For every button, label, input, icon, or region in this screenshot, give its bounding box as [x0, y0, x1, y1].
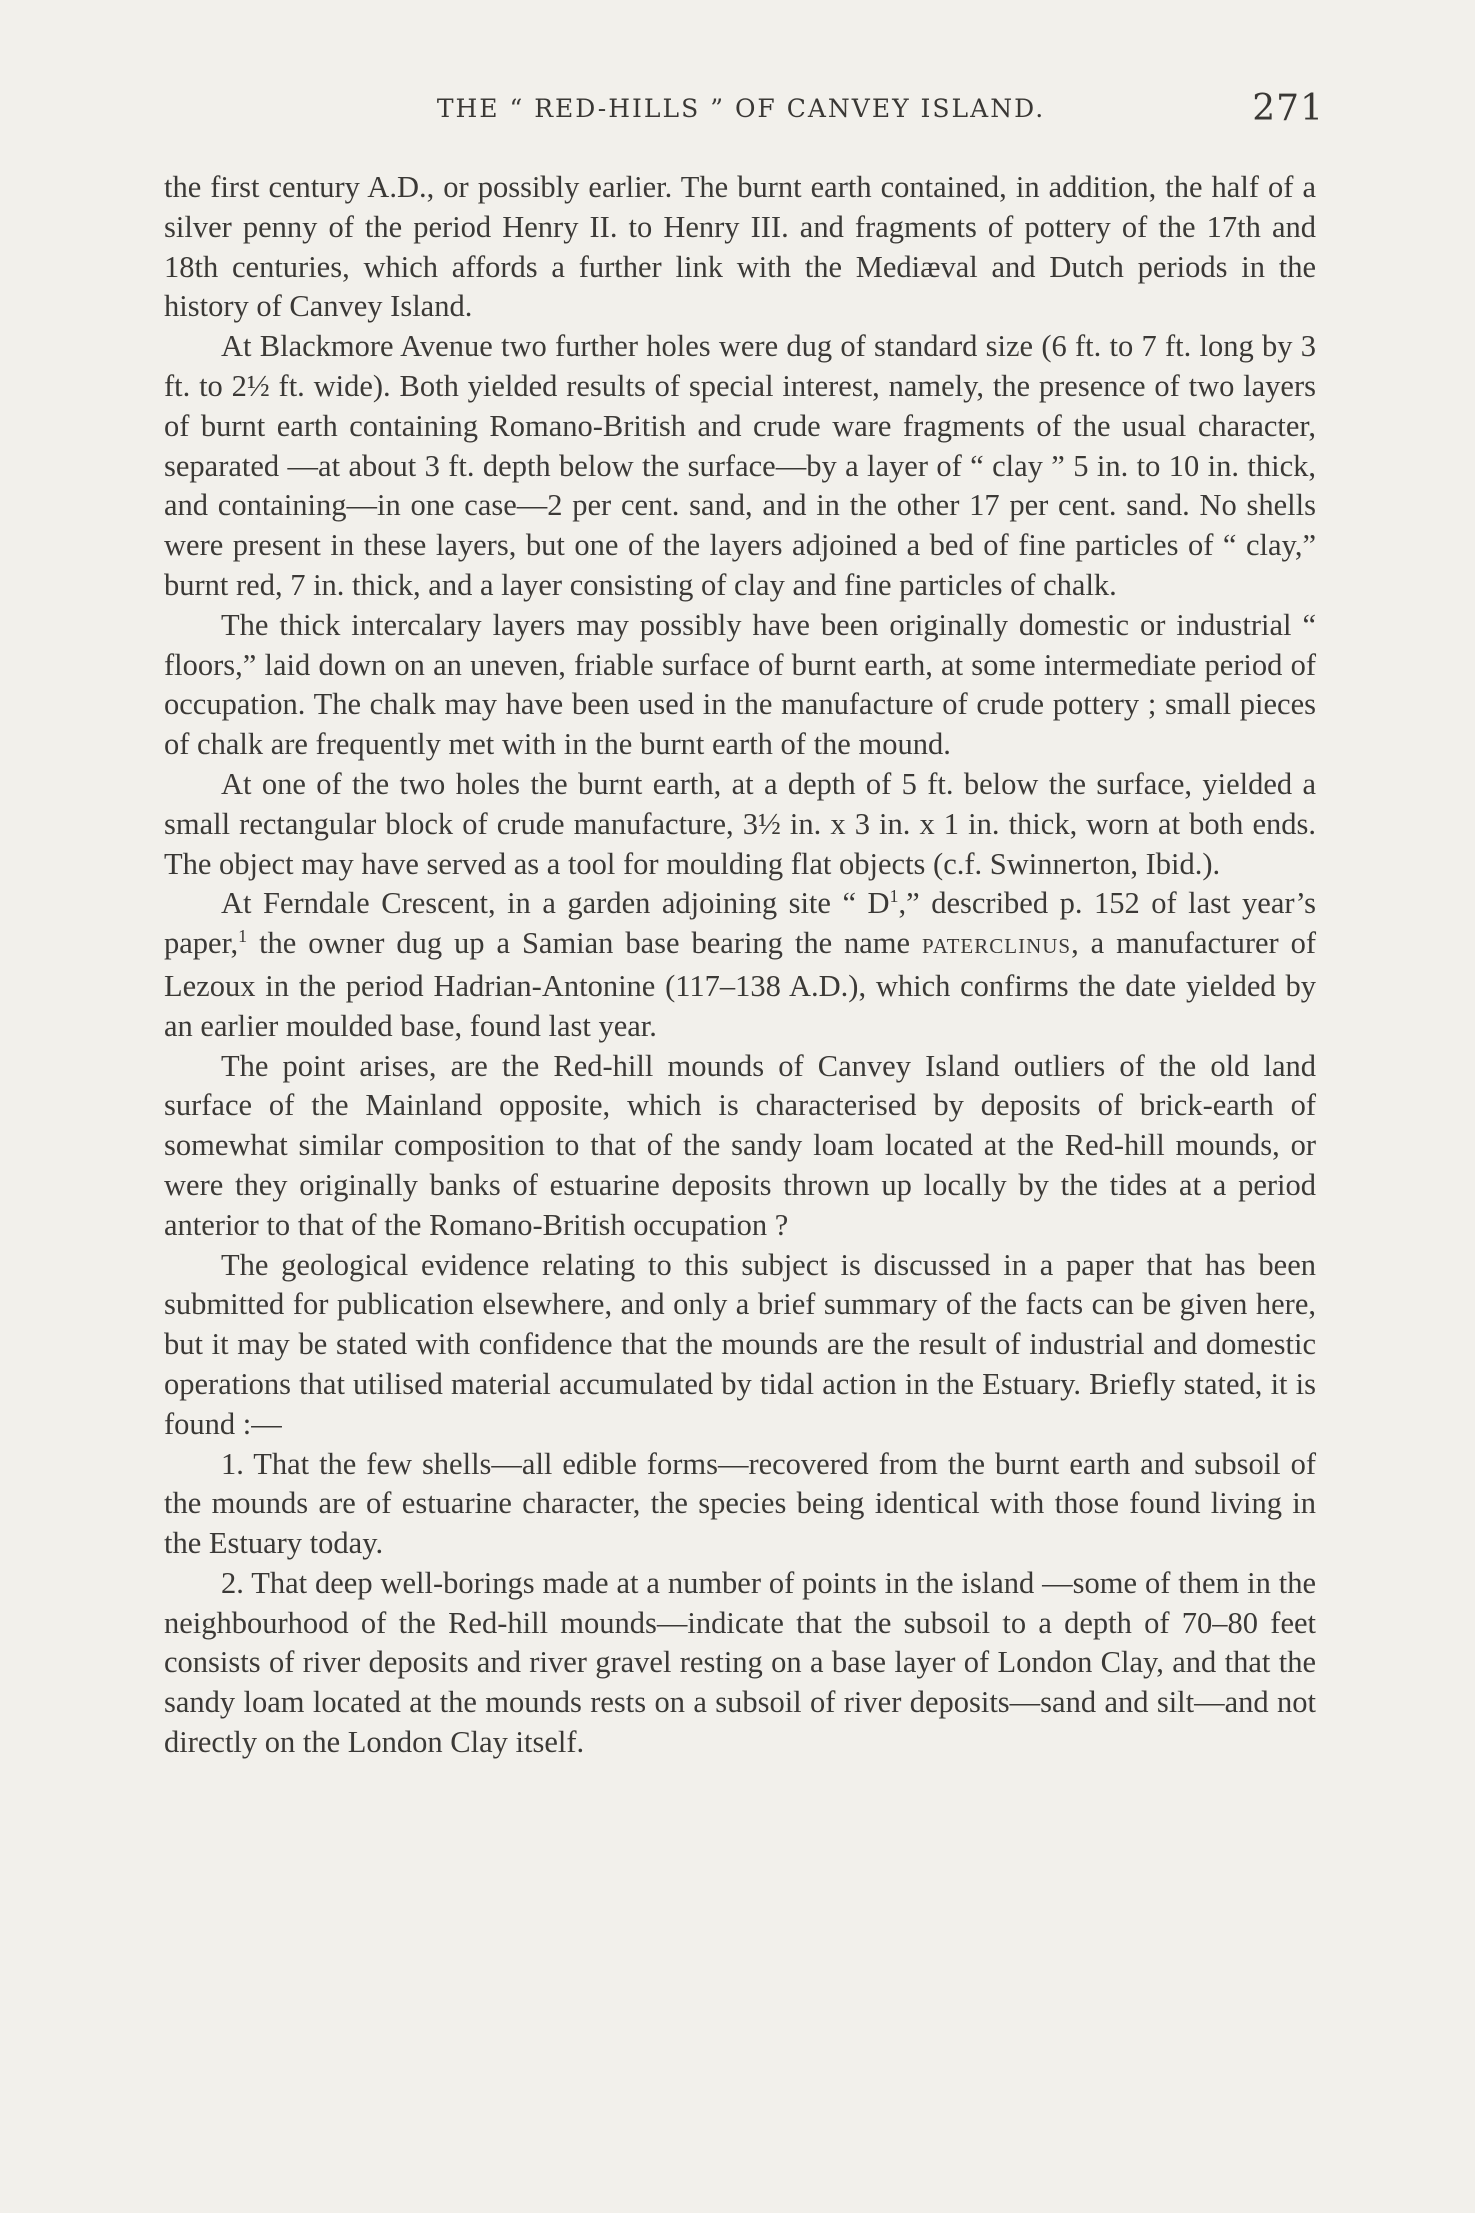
paragraph: The point arises, are the Red-hill mounds of Canvey Island outliers of the old land surface of the Mainland opposite, which is characterised by deposits of brick-earth of somewhat similar composition to that of the sandy loam located at the Red-hill mounds, or were they originally banks of estuarine deposits thrown up locally by the tides at a period anterior to that of the Romano-British occupation ?: [164, 1048, 1316, 1242]
text-run: , a manufacturer of Lezoux in the period Hadrian-Antonine (117–138 A.D.), which confirms the date yielded by an earlier moulded base, found last year.: [164, 926, 1316, 1043]
paragraph: At one of the two holes the burnt earth, at a depth of 5 ft. below the surface, yielded a small rectangular block of crude manufacture, 3½ in. x 3 in. x 1 in. thick, worn at both ends. The object may have served as a tool for moulding flat objects (c.f. Swinnerton, Ibid.).: [164, 766, 1316, 881]
paragraph: the first century A.D., or possibly earlier. The burnt earth contained, in addition, the half of a silver penny of the period Henry II. to Henry III. and fragments of pottery of the 17th and 18th centuries, which affords a further link with the Mediæval and Dutch periods in the history of Canvey Island.: [164, 170, 1316, 324]
page-number: 271: [1252, 88, 1324, 129]
paragraph: The geological evidence relating to this subject is discussed in a paper that has been submitted for publication elsewhere, and only a brief summary of the facts can be given here, but it may be stated with confidence that the mounds are the result of industrial and domestic operations that utilised material accumulated by tidal action in the Estuary. Briefly stated, it is found :—: [164, 1247, 1316, 1441]
paragraph: The thick intercalary layers may possibly have been originally domestic or industrial “ floors,” laid down on an uneven, friable surface of burnt earth, at some intermediate period of occupation. The chalk may have been used in the manufacture of crude pottery ; small pieces of chalk are frequently met with in the burnt earth of the mound.: [164, 607, 1316, 762]
running-head-title: THE “ RED-HILLS ” OF CANVEY ISLAND.: [436, 94, 1046, 123]
numbered-paragraph: 2. That deep well-borings made at a number of points in the island —some of them in the neighbourhood of the Red-hill mounds—indicate that the subsoil to a depth of 70–80 feet consists of river deposits and river gravel resting on a base layer of London Clay, and that the sandy loam located at the mounds rests on a subsoil of river deposits—sand and silt—and not directly on the London Clay itself.: [164, 1565, 1316, 1760]
body-text: [164, 168, 1316, 1763]
footnote-marker: 1: [238, 925, 248, 946]
superscript: 1: [889, 886, 899, 907]
numbered-paragraph: 1. That the few shells—all edible forms—recovered from the burnt earth and subsoil of the mounds are of estuarine character, the species being identical with those found living in the Estuary today.: [164, 1446, 1316, 1561]
text-run: the owner dug up a Samian base bearing the name: [247, 926, 922, 961]
paragraph: [164, 884, 1316, 1046]
text-run: At Ferndale Crescent, in a garden adjoining site “ D: [221, 886, 890, 921]
running-head: [162, 88, 1324, 138]
text-run: ,” described p. 152 of last year’s paper,: [164, 886, 1317, 961]
potter-name: PATERCLINUS: [922, 934, 1072, 959]
paragraph: At Blackmore Avenue two further holes were dug of standard size (6 ft. to 7 ft. long by 3 ft. to 2½ ft. wide). Both yielded results of special interest, namely, the presence of two layers of burnt earth containing Romano-British and crude ware fragments of the usual character, separated —at about 3 ft. depth below the surface—by a layer of “ clay ” 5 in. to 10 in. thick, and containing—in one case—2 per cent. sand, and in the other 17 per cent. sand. No shells were present in these layers, but one of the layers adjoined a bed of fine particles of “ clay,” burnt red, 7 in. thick, and a layer consisting of clay and fine particles of chalk.: [164, 329, 1316, 602]
